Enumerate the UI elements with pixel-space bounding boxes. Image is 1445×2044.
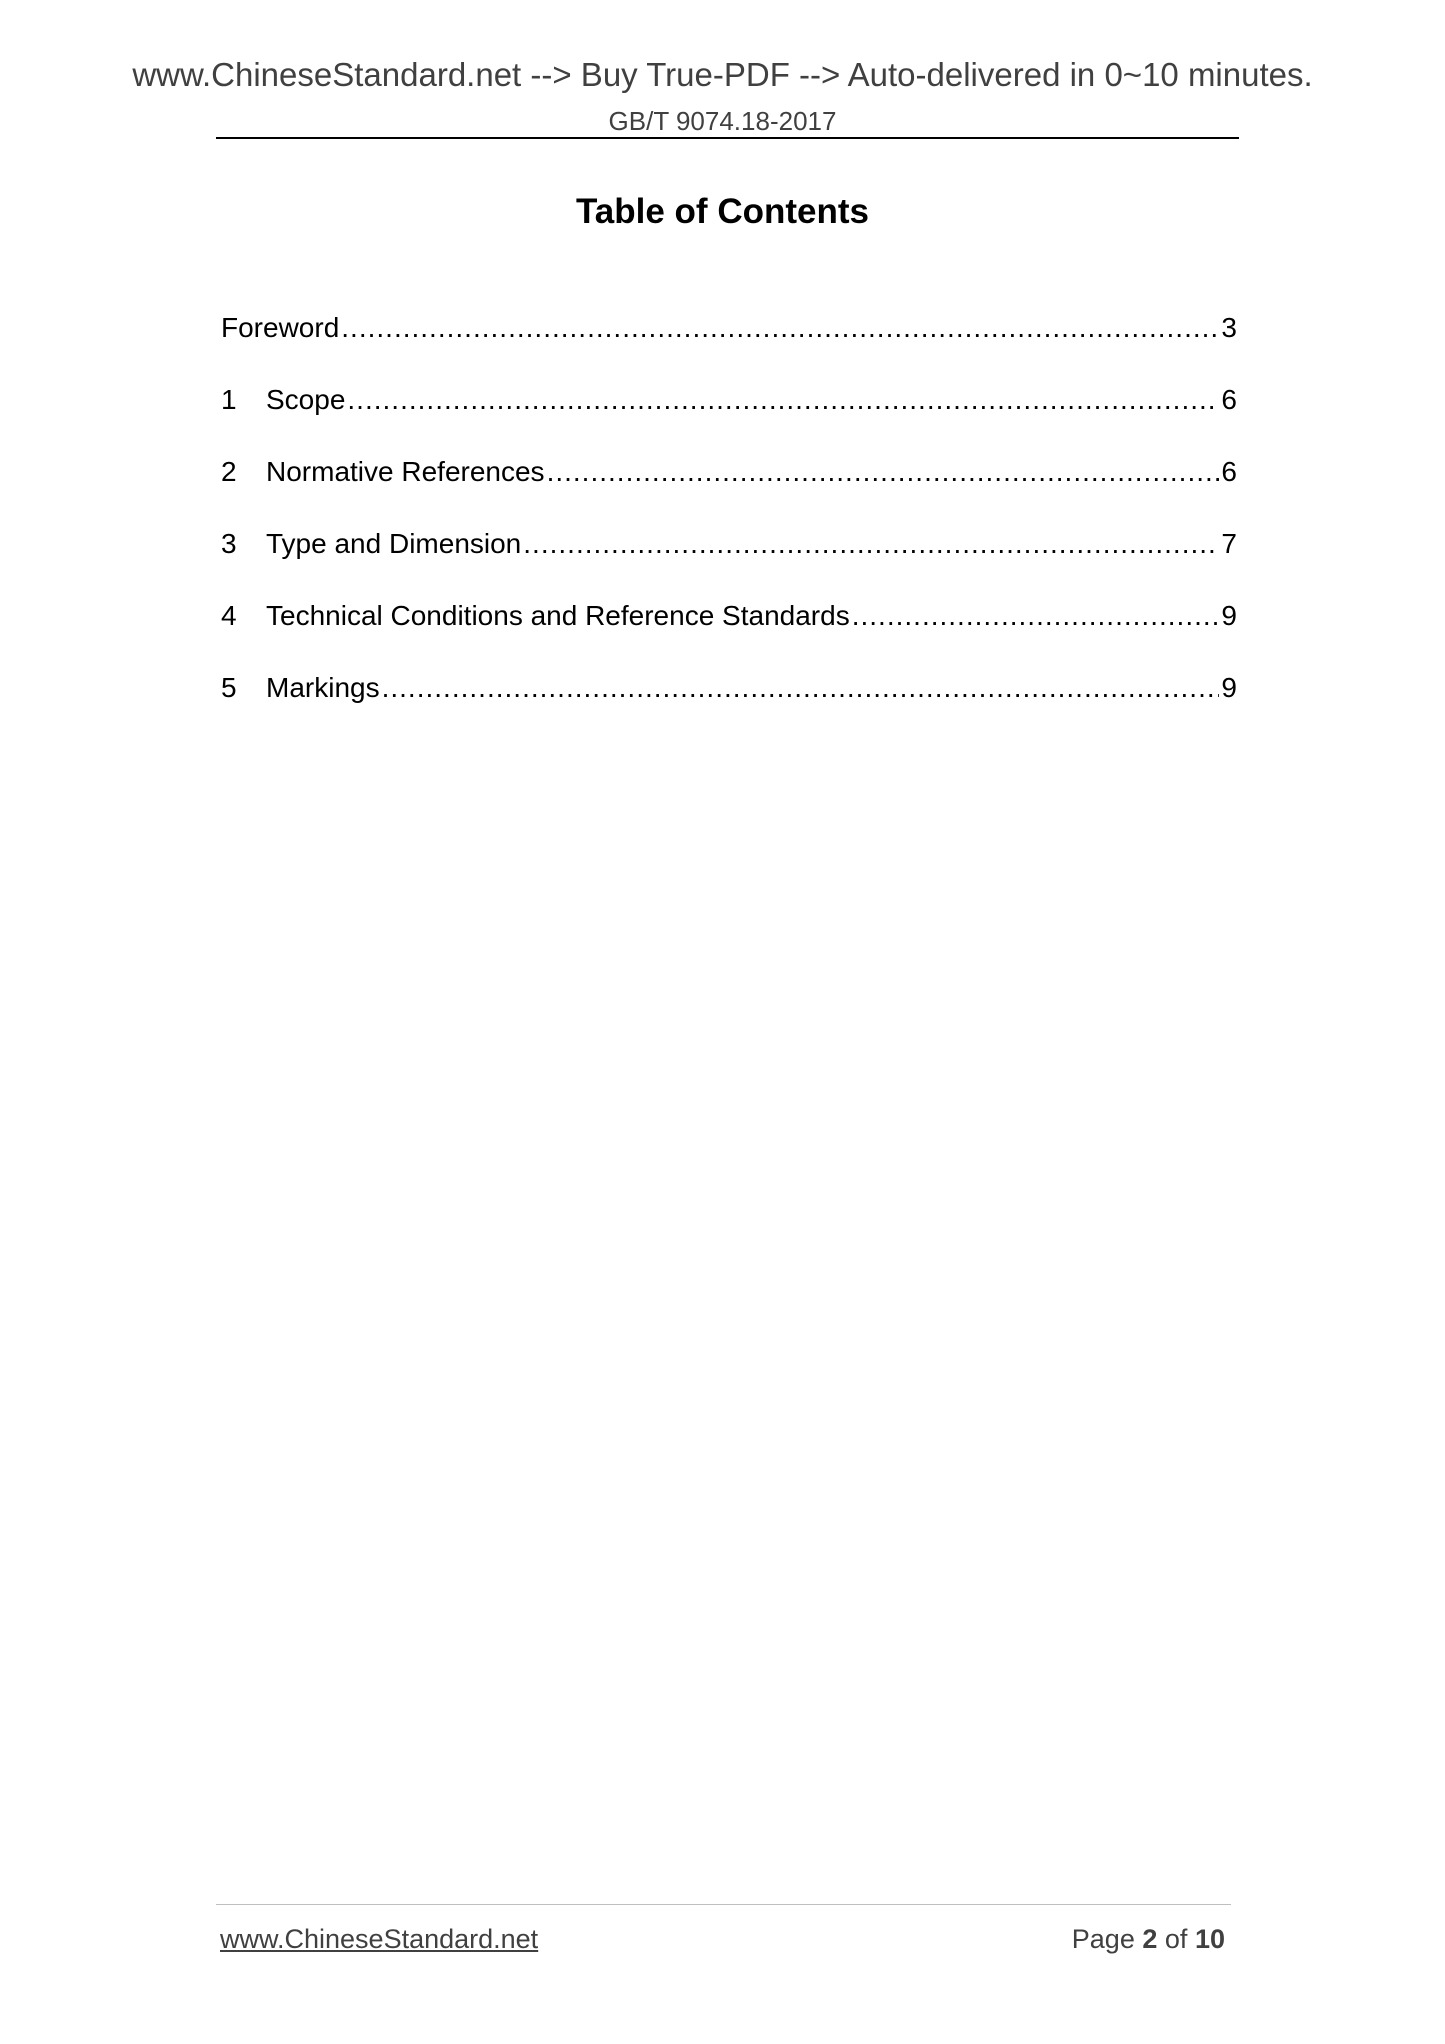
toc-entry-page: 6 bbox=[1221, 456, 1237, 487]
toc-entry-foreword[interactable] bbox=[221, 312, 1237, 384]
document-code: GB/T 9074.18-2017 bbox=[608, 106, 837, 136]
toc-dot-leader bbox=[523, 528, 1219, 560]
toc-entry-scope[interactable] bbox=[221, 384, 1237, 456]
toc-entry-page: 6 bbox=[1221, 384, 1237, 415]
toc-entry-number: 4 bbox=[221, 600, 237, 631]
toc-entry-normative-references[interactable] bbox=[221, 456, 1237, 528]
toc-dot-leader bbox=[382, 672, 1220, 704]
toc-entry-number: 1 bbox=[221, 384, 237, 415]
toc-dot-leader bbox=[547, 456, 1220, 488]
header-banner: www.ChineseStandard.net --> Buy True-PDF --> Auto-delivered in 0~10 minutes. bbox=[132, 56, 1313, 93]
toc-entry-page: 9 bbox=[1221, 672, 1237, 703]
toc-entry-markings[interactable] bbox=[221, 672, 1237, 744]
toc-dot-leader bbox=[347, 384, 1219, 416]
toc-entry-page: 7 bbox=[1221, 528, 1237, 559]
toc-entry-number: 2 bbox=[221, 456, 237, 487]
toc-entry-label: Scope bbox=[266, 384, 346, 415]
current-page-number: 2 bbox=[1142, 1924, 1158, 1954]
toc-title: Table of Contents bbox=[576, 192, 869, 231]
page-indicator bbox=[1072, 1924, 1225, 1955]
toc-entry-technical-conditions[interactable] bbox=[221, 600, 1237, 672]
page-separator: of bbox=[1164, 1924, 1188, 1954]
page-prefix: Page bbox=[1071, 1924, 1135, 1954]
toc-entry-page: 9 bbox=[1221, 600, 1237, 631]
toc-entry-number: 5 bbox=[221, 672, 237, 703]
footer-divider bbox=[216, 1904, 1231, 1905]
toc-dot-leader bbox=[852, 600, 1220, 632]
toc-entry-label: Type and Dimension bbox=[266, 528, 522, 559]
toc-entry-type-and-dimension[interactable] bbox=[221, 528, 1237, 600]
toc-entry-label: Markings bbox=[266, 672, 380, 703]
toc-entry-label: Normative References bbox=[266, 456, 545, 487]
toc-entry-page: 3 bbox=[1221, 312, 1237, 343]
header-divider bbox=[216, 137, 1239, 139]
toc-entry-label: Foreword bbox=[221, 312, 340, 343]
table-of-contents bbox=[221, 312, 1237, 744]
footer-site-link[interactable]: www.ChineseStandard.net bbox=[220, 1924, 539, 1954]
toc-entry-label: Technical Conditions and Reference Standards bbox=[266, 600, 850, 631]
toc-entry-number: 3 bbox=[221, 528, 237, 559]
toc-dot-leader bbox=[341, 312, 1219, 344]
total-pages-number: 10 bbox=[1194, 1924, 1225, 1954]
